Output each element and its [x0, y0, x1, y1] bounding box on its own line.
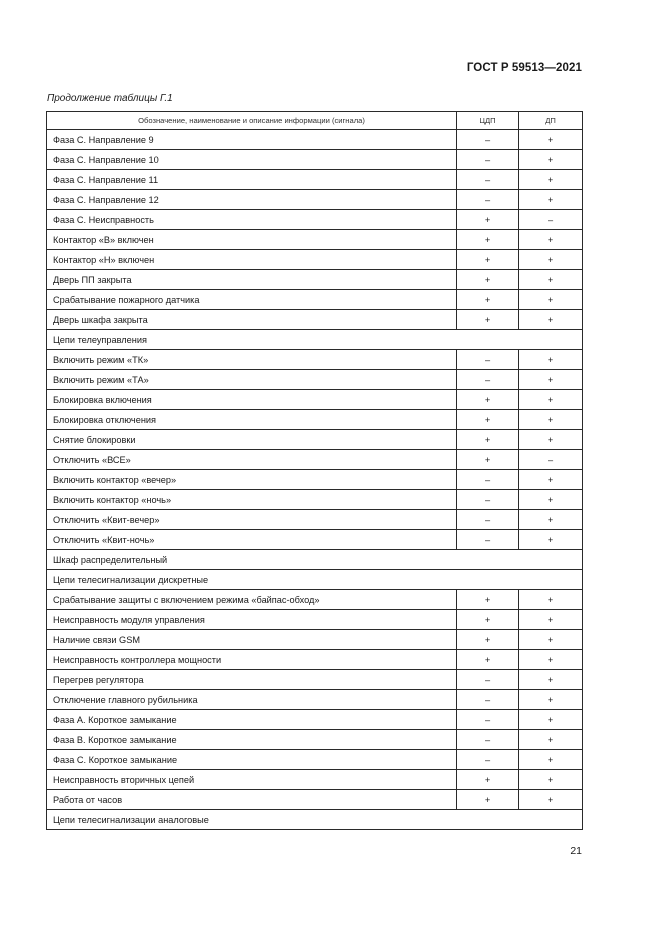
- signal-name: Контактор «В» включен: [47, 230, 457, 250]
- table-row: [47, 530, 583, 550]
- table-row: [47, 230, 583, 250]
- dp-mark: +: [519, 510, 583, 530]
- table-row: [47, 370, 583, 390]
- cdp-mark: +: [457, 770, 519, 790]
- cdp-mark: –: [457, 530, 519, 550]
- dp-mark: –: [519, 210, 583, 230]
- cdp-mark: +: [457, 270, 519, 290]
- table-row: [47, 590, 583, 610]
- dp-mark: +: [519, 230, 583, 250]
- page-number: 21: [570, 845, 582, 857]
- table-row: [47, 630, 583, 650]
- signal-name: Перегрев регулятора: [47, 670, 457, 690]
- cdp-mark: –: [457, 750, 519, 770]
- table-row: [47, 150, 583, 170]
- document-code: ГОСТ Р 59513—2021: [466, 62, 582, 74]
- dp-mark: +: [519, 250, 583, 270]
- cdp-mark: –: [457, 130, 519, 150]
- table-row: [47, 670, 583, 690]
- signal-name: Неисправность вторичных цепей: [47, 770, 457, 790]
- table-row: [47, 770, 583, 790]
- dp-mark: +: [519, 410, 583, 430]
- table-row: [47, 510, 583, 530]
- cdp-mark: –: [457, 730, 519, 750]
- table-caption: Продолжение таблицы Г.1: [47, 93, 173, 104]
- signal-name: Наличие связи GSM: [47, 630, 457, 650]
- table-row: [47, 490, 583, 510]
- signal-name: Работа от часов: [47, 790, 457, 810]
- signal-name: Фаза В. Короткое замыкание: [47, 730, 457, 750]
- cdp-mark: +: [457, 290, 519, 310]
- table-row: [47, 470, 583, 490]
- cdp-mark: +: [457, 630, 519, 650]
- dp-mark: +: [519, 710, 583, 730]
- table-section-row: [47, 330, 583, 350]
- signal-name: Включить контактор «ночь»: [47, 490, 457, 510]
- cdp-mark: +: [457, 650, 519, 670]
- signal-name: Фаза С. Направление 9: [47, 130, 457, 150]
- cdp-mark: +: [457, 430, 519, 450]
- cdp-mark: +: [457, 610, 519, 630]
- signal-name: Неисправность модуля управления: [47, 610, 457, 630]
- table-row: [47, 350, 583, 370]
- signal-name: Отключить «ВСЕ»: [47, 450, 457, 470]
- dp-mark: +: [519, 730, 583, 750]
- signal-name: Срабатывание защиты с включением режима «байпас-обход»: [47, 590, 457, 610]
- table-row: [47, 750, 583, 770]
- table-body: [47, 130, 583, 830]
- table-header-row: [47, 112, 583, 130]
- dp-mark: +: [519, 490, 583, 510]
- cdp-mark: +: [457, 230, 519, 250]
- table-row: [47, 310, 583, 330]
- dp-mark: +: [519, 310, 583, 330]
- signal-name: Фаза С. Направление 12: [47, 190, 457, 210]
- cdp-mark: +: [457, 410, 519, 430]
- table-row: [47, 270, 583, 290]
- signal-name: Отключение главного рубильника: [47, 690, 457, 710]
- table-row: [47, 650, 583, 670]
- table-row: [47, 710, 583, 730]
- table-section-row: [47, 570, 583, 590]
- table-row: [47, 730, 583, 750]
- signal-name: Дверь ПП закрыта: [47, 270, 457, 290]
- cdp-mark: –: [457, 370, 519, 390]
- section-title: Цепи телесигнализации дискретные: [47, 570, 583, 590]
- table-row: [47, 410, 583, 430]
- signal-name: Фаза С. Неисправность: [47, 210, 457, 230]
- table-row: [47, 690, 583, 710]
- section-title: Шкаф распределительный: [47, 550, 583, 570]
- signal-name: Включить режим «ТК»: [47, 350, 457, 370]
- cdp-mark: +: [457, 310, 519, 330]
- dp-mark: –: [519, 450, 583, 470]
- signal-name: Включить режим «ТА»: [47, 370, 457, 390]
- dp-mark: +: [519, 390, 583, 410]
- cdp-mark: +: [457, 590, 519, 610]
- signal-name: Дверь шкафа закрыта: [47, 310, 457, 330]
- dp-mark: +: [519, 350, 583, 370]
- dp-mark: +: [519, 170, 583, 190]
- signal-name: Блокировка отключения: [47, 410, 457, 430]
- dp-mark: +: [519, 630, 583, 650]
- signal-name: Фаза С. Короткое замыкание: [47, 750, 457, 770]
- signal-name: Блокировка включения: [47, 390, 457, 410]
- dp-mark: +: [519, 150, 583, 170]
- signal-name: Отключить «Квит-вечер»: [47, 510, 457, 530]
- signal-name: Фаза С. Направление 11: [47, 170, 457, 190]
- signal-name: Фаза С. Направление 10: [47, 150, 457, 170]
- table-row: [47, 610, 583, 630]
- dp-mark: +: [519, 650, 583, 670]
- section-title: Цепи телеуправления: [47, 330, 583, 350]
- dp-mark: +: [519, 690, 583, 710]
- dp-mark: +: [519, 430, 583, 450]
- dp-mark: +: [519, 790, 583, 810]
- cdp-mark: –: [457, 190, 519, 210]
- cdp-mark: –: [457, 490, 519, 510]
- cdp-mark: –: [457, 510, 519, 530]
- table-section-row: [47, 550, 583, 570]
- dp-mark: +: [519, 530, 583, 550]
- cdp-mark: –: [457, 670, 519, 690]
- table-row: [47, 130, 583, 150]
- dp-mark: +: [519, 770, 583, 790]
- dp-mark: +: [519, 470, 583, 490]
- cdp-mark: –: [457, 690, 519, 710]
- cdp-mark: –: [457, 470, 519, 490]
- signal-name: Контактор «Н» включен: [47, 250, 457, 270]
- cdp-mark: –: [457, 170, 519, 190]
- table-row: [47, 390, 583, 410]
- column-header-description: Обозначение, наименование и описание информации (сигнала): [47, 112, 457, 130]
- cdp-mark: +: [457, 250, 519, 270]
- cdp-mark: +: [457, 790, 519, 810]
- cdp-mark: +: [457, 390, 519, 410]
- signal-name: Срабатывание пожарного датчика: [47, 290, 457, 310]
- dp-mark: +: [519, 750, 583, 770]
- dp-mark: +: [519, 590, 583, 610]
- dp-mark: +: [519, 370, 583, 390]
- table-row: [47, 210, 583, 230]
- signal-table: [46, 111, 583, 830]
- dp-mark: +: [519, 290, 583, 310]
- table-row: [47, 290, 583, 310]
- table-row: [47, 190, 583, 210]
- section-title: Цепи телесигнализации аналоговые: [47, 810, 583, 830]
- signal-name: Неисправность контроллера мощности: [47, 650, 457, 670]
- signal-name: Снятие блокировки: [47, 430, 457, 450]
- column-header-dp: ДП: [519, 112, 583, 130]
- dp-mark: +: [519, 270, 583, 290]
- dp-mark: +: [519, 670, 583, 690]
- cdp-mark: +: [457, 210, 519, 230]
- table-section-row: [47, 810, 583, 830]
- signal-name: Фаза А. Короткое замыкание: [47, 710, 457, 730]
- dp-mark: +: [519, 190, 583, 210]
- dp-mark: +: [519, 610, 583, 630]
- table-row: [47, 430, 583, 450]
- table-row: [47, 250, 583, 270]
- cdp-mark: –: [457, 150, 519, 170]
- dp-mark: +: [519, 130, 583, 150]
- signal-name: Отключить «Квит-ночь»: [47, 530, 457, 550]
- table-row: [47, 790, 583, 810]
- table-row: [47, 450, 583, 470]
- cdp-mark: +: [457, 450, 519, 470]
- signal-name: Включить контактор «вечер»: [47, 470, 457, 490]
- cdp-mark: –: [457, 350, 519, 370]
- table-row: [47, 170, 583, 190]
- column-header-cdp: ЦДП: [457, 112, 519, 130]
- cdp-mark: –: [457, 710, 519, 730]
